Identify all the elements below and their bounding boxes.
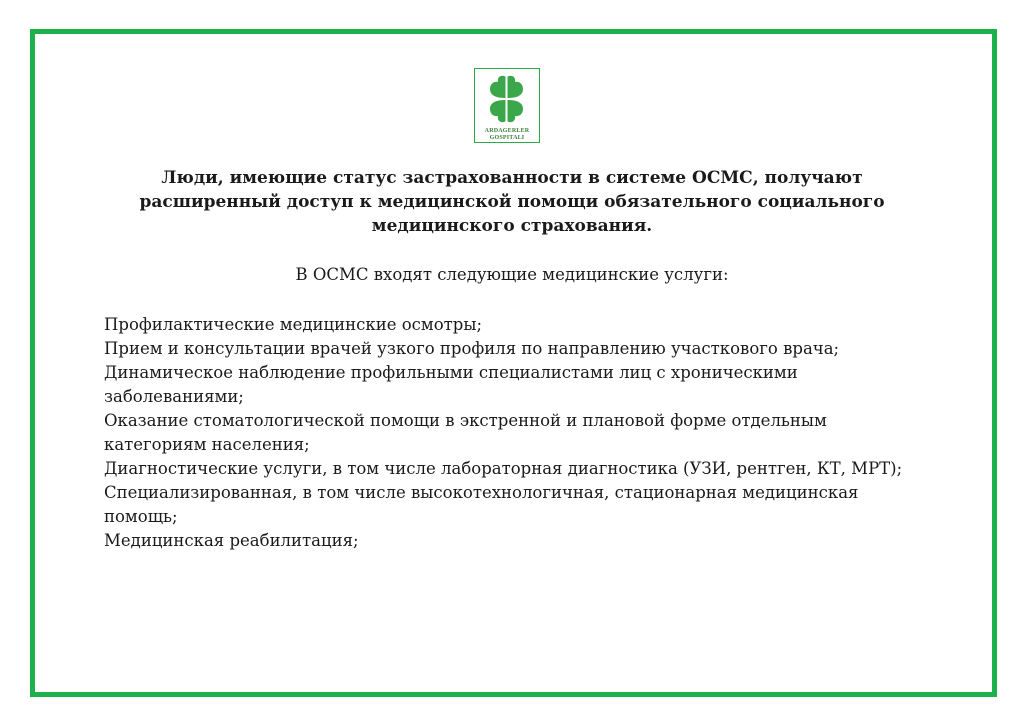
- service-item: Динамическое наблюдение профильными специалистами лиц с хроническими заболеваниями;: [104, 363, 798, 406]
- clover-logo-icon: [475, 69, 538, 129]
- logo-text-line1: ARDAGERLER: [484, 128, 530, 134]
- logo-text-line2: GOSPITALI: [489, 135, 525, 141]
- hospital-logo: [474, 68, 540, 143]
- service-item: Медицинская реабилитация;: [104, 531, 359, 550]
- services-intro: В ОСМС входят следующие медицинские услуги:: [295, 265, 729, 284]
- service-item: Диагностические услуги, в том числе лабораторная диагностика (УЗИ, рентген, КТ, МРТ);: [104, 459, 903, 478]
- service-item: Прием и консультации врачей узкого профиля по направлению участкового врача;: [104, 339, 840, 358]
- service-item: Профилактические медицинские осмотры;: [104, 315, 483, 334]
- page-heading: Люди, имеющие статус застрахованности в системе ОСМС, получают расширенный доступ к медицинской помощи обязательного социального медицинского страхования.: [139, 168, 885, 236]
- services-list: [104, 313, 924, 553]
- service-item: Оказание стоматологической помощи в экстренной и плановой форме отдельным категориям населения;: [104, 411, 827, 454]
- service-item: Специализированная, в том числе высокотехнологичная, стационарная медицинская помощь;: [104, 483, 859, 526]
